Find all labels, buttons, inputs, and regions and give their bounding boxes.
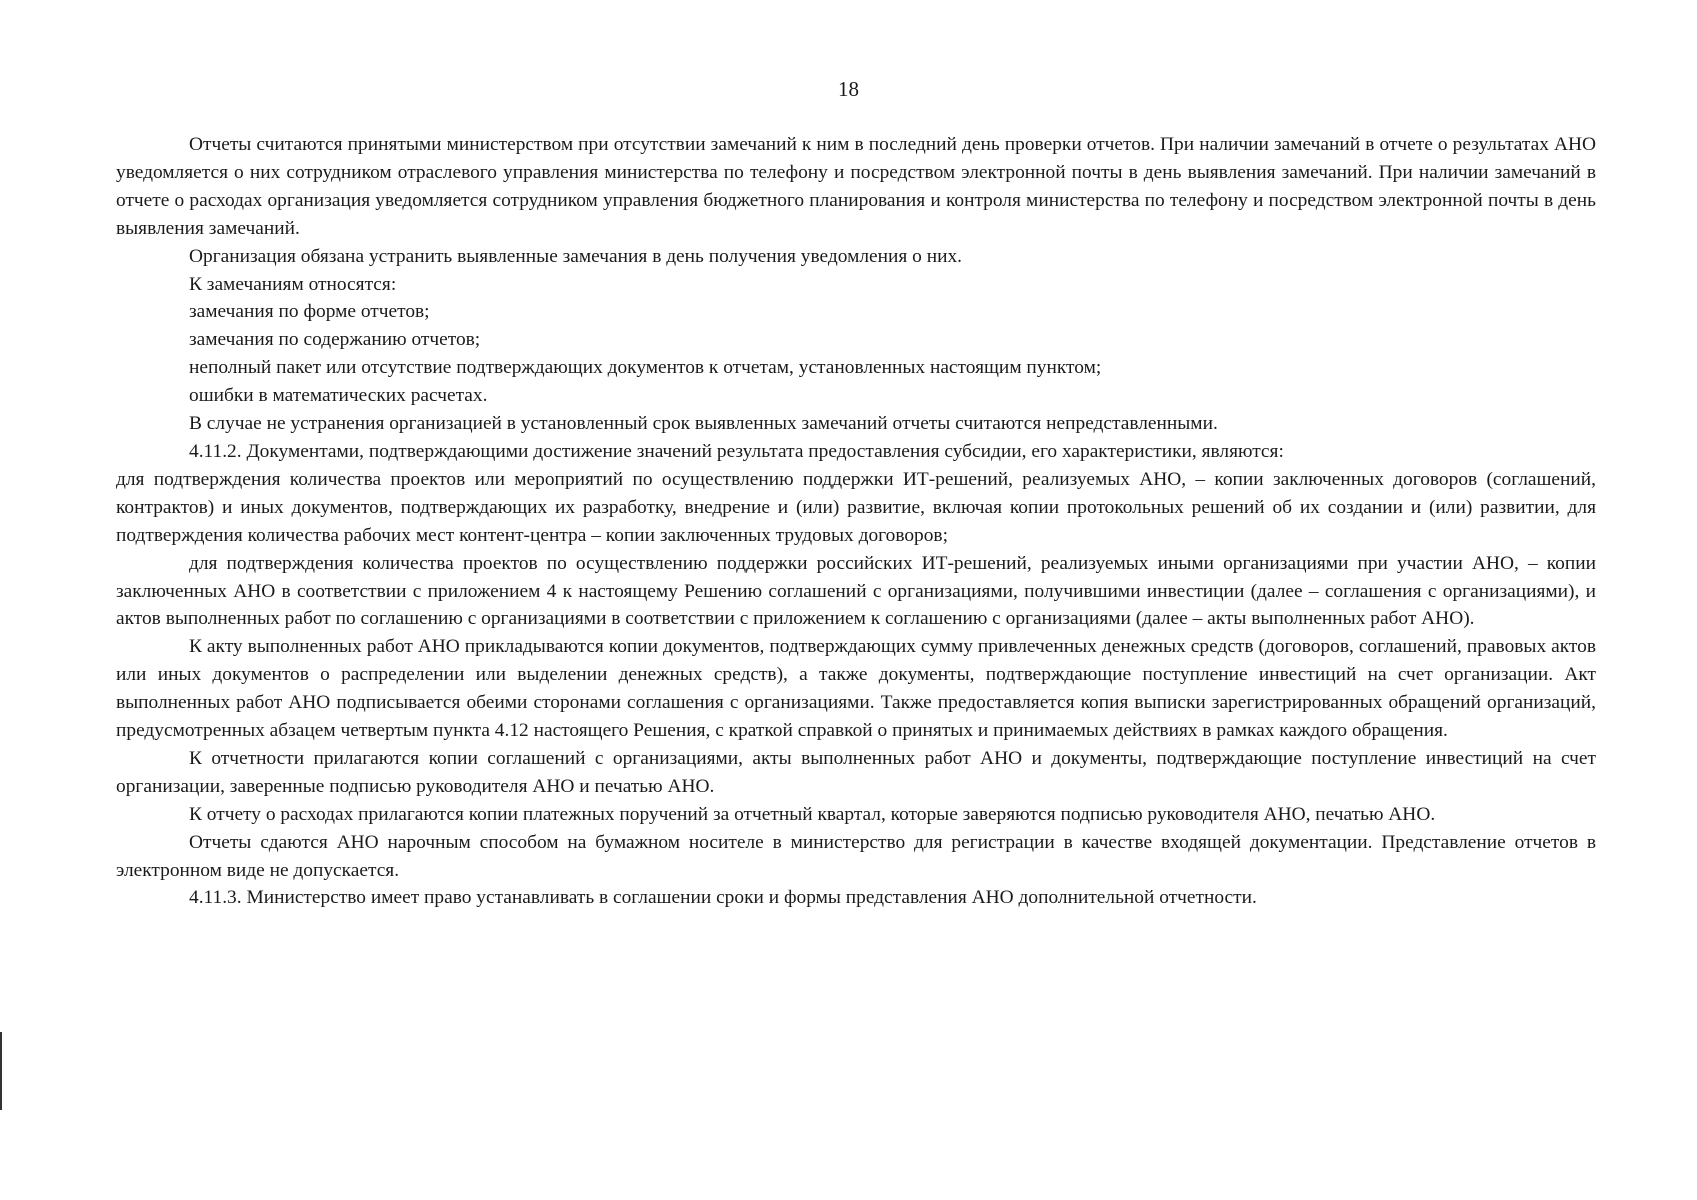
list-item-math-errors: ошибки в математических расчетах. xyxy=(189,385,488,407)
scan-edge-mark xyxy=(0,1032,2,1110)
list-item-incomplete-package: неполный пакет или отсутствие подтверждающих документов к отчетам, установленных настоящим пунктом; xyxy=(189,357,1102,379)
paragraph-submission-method: Отчеты сдаются АНО нарочным способом на бумажном носителе в министерство для регистрации в качестве входящей документации. Представление отчетов в электронном виде не допускается. xyxy=(116,831,1596,881)
paragraph-4-11-2: 4.11.2. Документами, подтверждающими достижение значений результата предоставления субсидии, его характеристики, являются: xyxy=(189,440,1284,462)
paragraph-act-attachments: К акту выполненных работ АНО прикладываются копии документов, подтверждающих сумму привлеченных денежных средств (договоров, соглашений, правовых актов или иных документов о распределении или выделении денежных средств), а также документы, подтверждающие поступление инвестиций на счет организации. Акт выполненных работ АНО подписывается обеими сторонами соглашения с организациями. Также предоставляется копия выписки зарегистрированных обращений организаций, предусмотренных абзацем четвертым пункта 4.12 настоящего Решения, с краткой справкой о принятых и принимаемых действиях в рамках каждого обращения. xyxy=(116,636,1596,742)
list-item-content-remarks: замечания по содержанию отчетов; xyxy=(189,329,481,351)
paragraph-remarks-intro: К замечаниям относятся: xyxy=(189,273,397,295)
paragraph-expense-report: К отчету о расходах прилагаются копии платежных поручений за отчетный квартал, которые заверяются подписью руководителя АНО, печатью АНО. xyxy=(189,803,1436,825)
paragraph-reports-accepted: Отчеты считаются принятыми министерством при отсутствии замечаний к ним в последний день проверки отчетов. При наличии замечаний в отчете о результатах АНО уведомляется о них сотрудником отраслевого управления министерства по телефону и посредством электронной почты в день выявления замечаний. При наличии замечаний в отчете о расходах организация уведомляется сотрудником управления бюджетного планирования и контроля министерства по телефону и посредством электронной почты в день выявления замечаний. xyxy=(116,134,1596,239)
page-number: 18 xyxy=(838,77,859,101)
document-body xyxy=(116,131,1596,912)
paragraph-obligation-to-fix: Организация обязана устранить выявленные замечания в день получения уведомления о них. xyxy=(189,245,962,267)
paragraph-reporting-attachments: К отчетности прилагаются копии соглашений с организациями, акты выполненных работ АНО и документы, подтверждающие поступление инвестиций на счет организации, заверенные подписью руководителя АНО и печатью АНО. xyxy=(116,747,1596,797)
paragraph-russian-it-solutions: для подтверждения количества проектов по осуществлению поддержки российских ИТ-решений, реализуемых иными организациями при участии АНО, – копии заключенных АНО в соответствии с приложением 4 к настоящему Решению соглашений с организациями, получившими инвестиции (далее – соглашения с организациями), и актов выполненных работ по соглашению с организациями в соответствии с приложением к соглашению с организациями (далее – акты выполненных работ АНО). xyxy=(116,552,1596,630)
paragraph-4-11-3: 4.11.3. Министерство имеет право устанавливать в соглашении сроки и формы представления АНО дополнительной отчетности. xyxy=(189,887,1257,909)
paragraph-not-fixed: В случае не устранения организацией в установленный срок выявленных замечаний отчеты считаются непредставленными. xyxy=(189,413,1218,435)
list-item-form-remarks: замечания по форме отчетов; xyxy=(189,301,430,323)
paragraph-it-solutions-projects: для подтверждения количества проектов или мероприятий по осуществлению поддержки ИТ-решений, реализуемых АНО, – копии заключенных договоров (соглашений, контрактов) и иных документов, подтверждающих их разработку, внедрение и (или) развитие, включая копии протокольных решений об их создании и (или) развитии, для подтверждения количества рабочих мест контент-центра – копии заключенных трудовых договоров; xyxy=(116,468,1596,546)
